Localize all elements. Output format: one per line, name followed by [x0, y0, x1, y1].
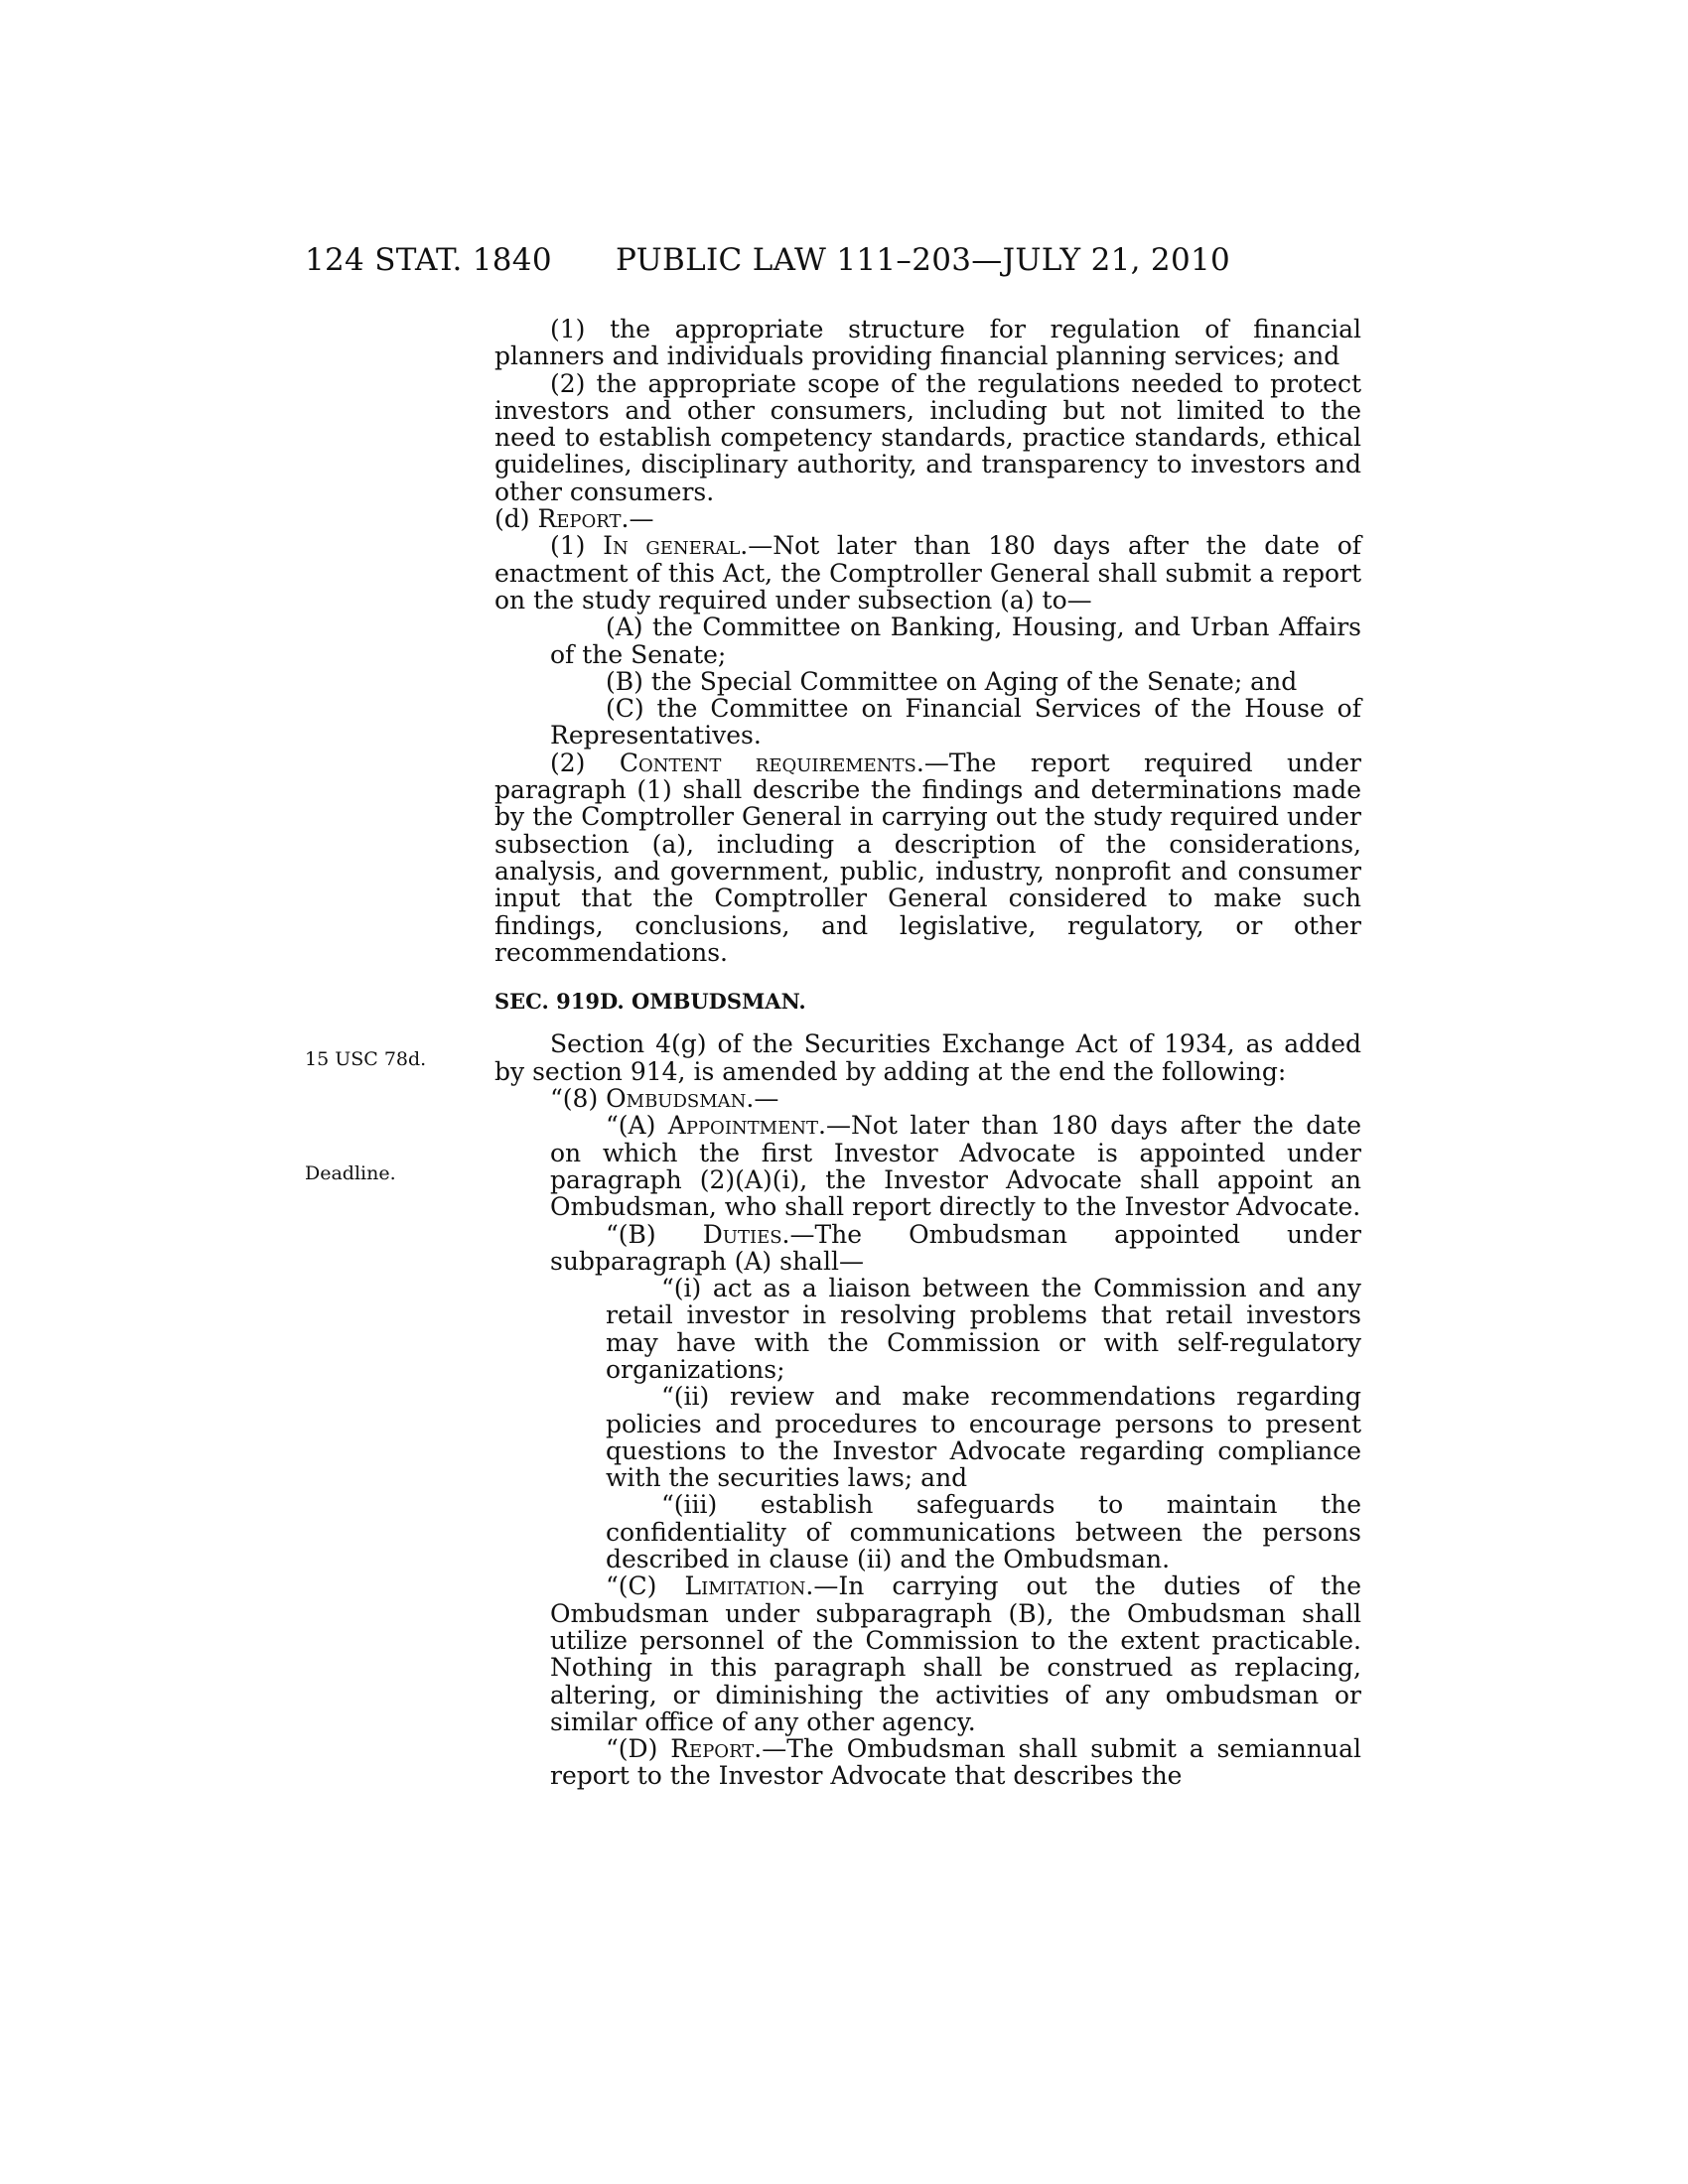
subparagraph-d-title: Report. [670, 1734, 763, 1764]
subparagraph-d-num: “(D) [606, 1734, 671, 1764]
paragraph-8-num: “(8) [550, 1084, 607, 1114]
subparagraph-a-num: “(A) [606, 1111, 668, 1141]
subparagraph-d-text: —The Ombudsman shall submit a semiannual report to the Investor Advocate that describes the [550, 1734, 1361, 1791]
subparagraph-a [494, 1112, 1361, 1220]
paragraph-d1-text: —Not later than 180 days after the date of enactment of this Act, the Comptroller General shall submit a report on the study required under subsection (a) to— [494, 531, 1362, 614]
subparagraph-b-num: “(B) [606, 1219, 703, 1249]
subparagraph-b-title: Duties. [702, 1219, 790, 1249]
paragraph-d2-title: Content requirements. [619, 748, 924, 777]
subparagraph-d [494, 1735, 1361, 1790]
paragraph-8-title: Ombudsman. [606, 1084, 755, 1114]
subsection-d-label: (d) [494, 504, 538, 534]
paragraph-d2-num: (2) [550, 748, 620, 777]
section-intro: Section 4(g) of the Securities Exchange Act of 1934, as added by section 914, is amended by adding at the end the following: [494, 1029, 1361, 1086]
paragraph-d1 [494, 532, 1361, 614]
paragraph-d1-num: (1) [550, 531, 604, 561]
subsection-d-dash: — [629, 504, 654, 534]
subsection-d [494, 505, 1361, 532]
subparagraph-d1b: (B) the Special Committee on Aging of the Senate; and [606, 666, 1298, 696]
paragraph-d2-text: —The report required under paragraph (1) shall describe the findings and determinations made by the Comptroller General in carrying out the study required under subsection (a), including a description of the considerations, analysis, and government, public, industry, nonprofit and consumer input that the Comptroller General considered to make such findings, conclusions, and legislative, regulatory, or other recommendations. [494, 748, 1361, 967]
document-body [494, 316, 1361, 1790]
subparagraph-c [494, 1572, 1361, 1735]
subparagraph-c-title: Limitation. [684, 1571, 814, 1601]
paragraph-8-dash: — [754, 1084, 779, 1114]
section-heading: SEC. 919D. OMBUDSMAN. [494, 989, 806, 1015]
page-reference: 124 STAT. 1840 [305, 242, 552, 278]
subparagraph-c-num: “(C) [606, 1571, 685, 1601]
subparagraph-a-title: Appointment. [667, 1111, 826, 1141]
subparagraph-b-text: —The Ombudsman appointed under subparagraph (A) shall— [550, 1219, 1362, 1276]
paragraph-d2 [494, 750, 1361, 966]
clause-b-iii: “(iii) establish safeguards to maintain the confidentiality of communications between the persons described in clause (ii) and the Ombudsman. [606, 1490, 1361, 1574]
subparagraph-c-text: —In carrying out the duties of the Ombudsman under subparagraph (B), the Ombudsman shall utilize personnel of the Commission to the extent practicable. Nothing in this paragraph shall be construed as replacing, altering, or diminishing the activities of any ombudsman or similar office of any other agency. [550, 1571, 1361, 1736]
subparagraph-a-text: —Not later than 180 days after the date on which the first Investor Advocate is appointed under paragraph (2)(A)(i), the Investor Advocate shall appoint an Ombudsman, who shall report directly to the Investor Advocate. [550, 1111, 1361, 1222]
clause-b-ii: “(ii) review and make recommendations regarding policies and procedures to encourage persons to present questions to the Investor Advocate regarding compliance with the securities laws; and [606, 1382, 1361, 1493]
margin-note-deadline: Deadline. [305, 1162, 396, 1184]
subparagraph-d1c: (C) the Committee on Financial Services of the House of Representatives. [550, 694, 1361, 751]
clause-c1: (1) the appropriate structure for regulation of financial planners and individuals providing financial planning services; and [494, 315, 1361, 371]
clause-c2: (2) the appropriate scope of the regulations needed to protect investors and other consumers, including but not limited to the need to establish competency standards, practice standards, ethical guidelines, disciplinary authority, and transparency to investors and other consumers. [494, 368, 1361, 506]
subparagraph-d1a: (A) the Committee on Banking, Housing, and Urban Affairs of the Senate; [550, 613, 1361, 669]
margin-note-usc: 15 USC 78d. [305, 1048, 427, 1070]
page-title: PUBLIC LAW 111–203—JULY 21, 2010 [616, 242, 1231, 278]
subparagraph-b [494, 1221, 1361, 1276]
paragraph-d1-title: In general. [603, 531, 749, 561]
subsection-d-title: Report. [537, 504, 630, 534]
paragraph-8 [494, 1085, 1361, 1112]
clause-b-i: “(i) act as a liaison between the Commission and any retail investor in resolving problems that retail investors may have with the Commission or with self-regulatory organizations; [606, 1274, 1361, 1384]
